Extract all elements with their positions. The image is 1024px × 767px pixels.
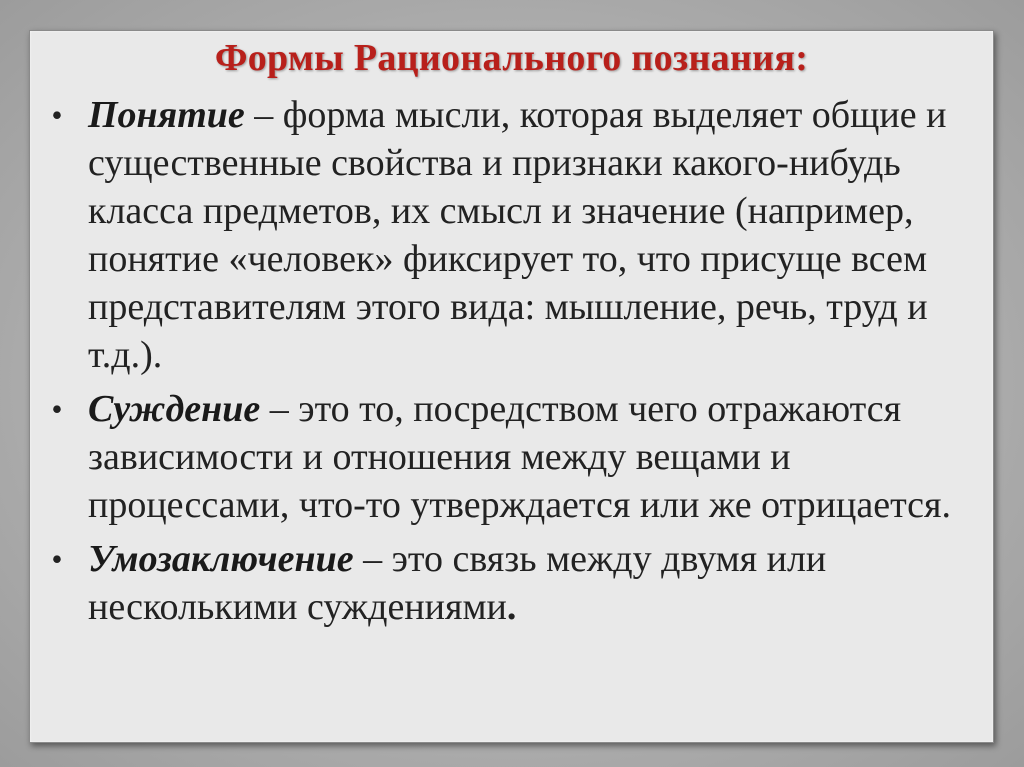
bullet-dot-icon: • bbox=[51, 97, 63, 133]
slide-title: Формы Рационального познания: bbox=[214, 37, 809, 79]
term-judgment: Суждение bbox=[88, 388, 261, 430]
term-inference: Умозаключение bbox=[88, 538, 354, 580]
dash-separator: – bbox=[353, 538, 392, 580]
bullet-dot-icon: • bbox=[51, 541, 63, 577]
dash-separator: – bbox=[260, 388, 299, 430]
bullet-item-judgment bbox=[40, 385, 970, 529]
bullet-dot-icon: • bbox=[51, 391, 63, 427]
definition-judgment: это то, посредством чего отражаются зависимости и отношения между вещами и процессами, что-то утверждается или же отрицается. bbox=[88, 388, 951, 526]
slide-panel bbox=[29, 30, 994, 743]
bullet-item-inference bbox=[40, 535, 970, 631]
bullet-item-concept bbox=[40, 91, 970, 379]
definition-inference: это связь между двумя или несколькими суждениями bbox=[88, 538, 827, 628]
definition-concept: форма мысли, которая выделяет общие и существенные свойства и признаки какого-нибудь класса предметов, их смысл и значение (например, понятие «человек» фиксирует то, что присуще всем представителям этого вида: мышление, речь, труд и т.д.). bbox=[88, 94, 947, 376]
dash-separator: – bbox=[244, 94, 283, 136]
final-period: . bbox=[506, 586, 517, 628]
term-concept: Понятие bbox=[88, 94, 245, 136]
bullet-list bbox=[40, 91, 970, 637]
